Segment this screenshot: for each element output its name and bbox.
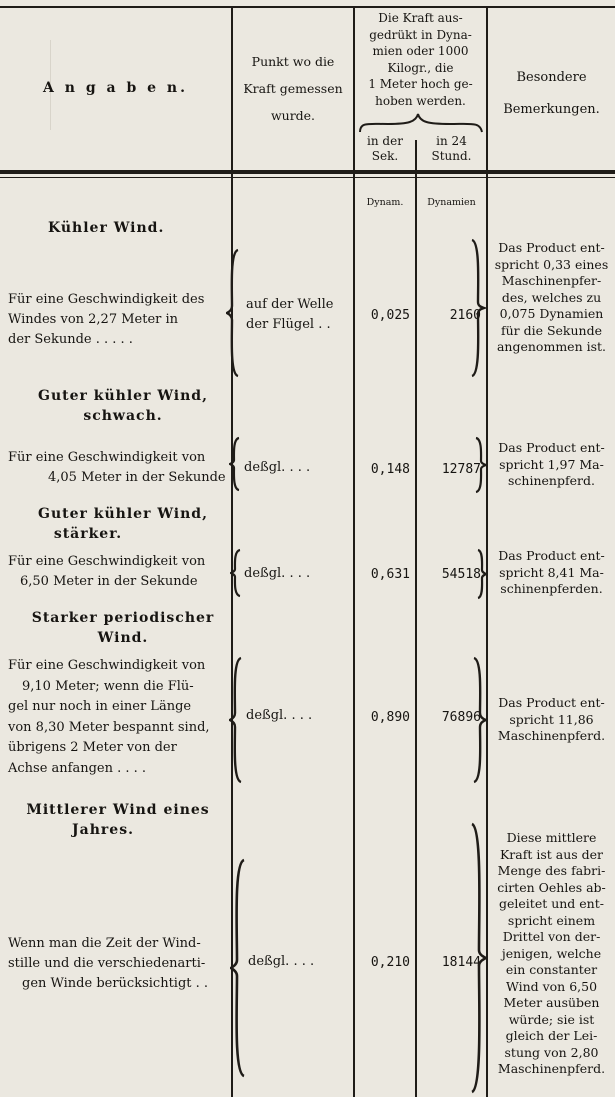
note-line: spricht 0,33 eines <box>494 256 609 272</box>
right-brace <box>476 548 488 600</box>
section-heading-line: Jahres. <box>72 822 134 838</box>
header-kraft-line: hoben werden. <box>375 93 466 108</box>
header-angaben: A n g a b e n. <box>43 80 188 96</box>
header-kraft-line: mien oder 1000 <box>372 44 469 58</box>
description-line: stille und die verschiedenarti- <box>8 956 206 971</box>
note-line: gleich der Lei- <box>505 1028 598 1043</box>
note-line: spricht einem <box>507 912 596 928</box>
note-line: stung von 2,80 <box>504 1044 599 1060</box>
section-heading-line: Starker periodischer <box>31 610 215 626</box>
section-heading-line: stärker. <box>53 526 123 542</box>
section-heading-line: Mittlerer Wind eines <box>26 802 210 818</box>
left-brace <box>230 858 246 1078</box>
punkt-line: deßgl. . . . <box>244 460 311 475</box>
row-punkt <box>244 564 352 584</box>
header-punkt-line: wurde. <box>270 108 316 123</box>
right-brace <box>474 436 488 494</box>
section-heading-line: Wind. <box>97 630 149 646</box>
row-note <box>488 440 615 490</box>
section-heading <box>16 386 230 426</box>
note-line: Menge des fabri- <box>497 863 606 878</box>
section-heading <box>16 608 230 648</box>
section-heading-line: Guter kühler Wind, <box>38 388 208 404</box>
header-punkt <box>233 48 353 129</box>
note-line: spricht 11,86 <box>509 711 594 727</box>
note-line: Das Product ent- <box>498 548 605 563</box>
header-kraft-line: Kilogr., die <box>387 60 454 75</box>
header-subcolumn-brace <box>358 112 484 134</box>
unit-dynamien: Dynamien <box>427 197 476 208</box>
column-rule-2 <box>353 8 355 1097</box>
header-sek-line: Sek. <box>371 149 399 163</box>
value-sek: 0,210 <box>370 955 410 970</box>
note-line: Maschinenpferd. <box>497 728 606 743</box>
header-subrule <box>0 177 615 178</box>
column-rule-3 <box>415 140 417 1097</box>
value-stund: 76896 <box>441 710 481 725</box>
right-brace <box>470 822 488 1094</box>
description-line: der Sekunde . . . . . <box>8 332 133 347</box>
row-note <box>488 830 615 1078</box>
right-brace <box>472 656 488 784</box>
note-line: Maschinenpfer- <box>501 273 602 288</box>
note-line: 0,075 Dynamien <box>499 306 604 321</box>
row-note <box>488 548 615 598</box>
note-line: Kraft ist aus der <box>499 846 604 862</box>
header-bemerkungen <box>488 62 615 126</box>
left-brace <box>230 548 242 598</box>
row-description <box>8 552 230 592</box>
row-description <box>8 934 230 994</box>
description-line: 4,05 Meter in der Sekunde <box>48 470 226 485</box>
description-line: gel nur noch in einer Länge <box>8 699 192 714</box>
section-heading <box>16 504 230 544</box>
section-heading-line: Guter kühler Wind, <box>38 506 208 522</box>
note-line: Drittel von der- <box>502 929 601 944</box>
left-brace <box>226 248 240 378</box>
description-line: Achse anfangen . . . . <box>8 760 147 776</box>
note-line: des, welches zu <box>501 289 602 305</box>
row-punkt <box>248 952 354 972</box>
row-note <box>488 240 615 356</box>
header-kraft <box>355 10 486 109</box>
description-line: Wenn man die Zeit der Wind- <box>8 936 201 951</box>
value-sek: 0,025 <box>370 308 410 323</box>
row-description <box>8 290 230 350</box>
note-line: schinenpferd. <box>508 473 595 488</box>
description-line: Windes von 2,27 Meter in <box>8 312 179 327</box>
note-line: spricht 1,97 Ma- <box>499 456 604 472</box>
note-line: angenommen ist. <box>496 339 606 354</box>
header-kraft-line: 1 Meter hoch ge- <box>368 77 473 91</box>
note-line: jenigen, welche <box>501 945 602 961</box>
punkt-line: deßgl. . . . <box>248 954 315 969</box>
note-line: cirten Oehles ab- <box>497 879 606 895</box>
header-punkt-line: Kraft gemessen <box>243 81 343 96</box>
section-heading-line: schwach. <box>83 408 163 424</box>
note-line: für die Sekunde <box>500 322 603 338</box>
header-stund-line: Stund. <box>431 149 472 163</box>
description-line: Für eine Geschwindigkeit von <box>8 554 206 569</box>
header-bemerkungen-line: Bemerkungen. <box>503 102 600 117</box>
value-stund: 54518 <box>441 567 481 582</box>
row-note <box>488 695 615 745</box>
note-line: spricht 8,41 Ma- <box>499 564 604 580</box>
note-line: geleitet und ent- <box>499 896 604 911</box>
description-line: 6,50 Meter in der Sekunde <box>20 574 198 589</box>
header-punkt-line: Punkt wo die <box>251 54 335 69</box>
header-sek-line: in der <box>367 134 403 148</box>
left-brace <box>229 436 241 492</box>
description-line: Für eine Geschwindigkeit von <box>8 658 206 673</box>
right-brace <box>470 238 486 378</box>
row-description <box>8 656 230 779</box>
value-stund: 2160 <box>449 308 481 323</box>
row-description <box>8 448 230 488</box>
section-heading <box>6 800 230 840</box>
note-line: schinenpferden. <box>500 581 603 596</box>
row-punkt <box>246 295 354 335</box>
left-brace <box>229 656 243 784</box>
note-line: Das Product ent- <box>498 240 605 255</box>
header-kraft-line: Die Kraft aus- <box>378 11 463 25</box>
punkt-line: auf der Welle <box>246 297 334 312</box>
value-sek: 0,631 <box>370 567 410 582</box>
description-line: 9,10 Meter; wenn die Flü- <box>22 678 194 694</box>
punkt-line: deßgl. . . . <box>244 566 311 581</box>
header-bemerkungen-line: Besondere <box>516 70 587 85</box>
value-sek: 0,148 <box>370 462 410 477</box>
description-line: übrigens 2 Meter von der <box>8 740 177 755</box>
note-line: Maschinenpferd. <box>497 1061 606 1076</box>
punkt-line: deßgl. . . . <box>246 708 313 723</box>
value-sek: 0,890 <box>370 710 410 725</box>
description-line: von 8,30 Meter bespannt sind, <box>8 719 210 735</box>
note-line: Meter ausüben <box>503 995 600 1010</box>
punkt-line: der Flügel . . <box>246 317 331 332</box>
header-sek <box>355 134 415 164</box>
header-stund-line: in 24 <box>436 134 467 148</box>
value-stund: 12787 <box>441 462 481 477</box>
row-punkt <box>244 458 352 478</box>
note-line: würde; sie ist <box>508 1011 595 1027</box>
header-kraft-line: gedrükt in Dyna- <box>369 27 472 42</box>
value-stund: 18144 <box>441 955 481 970</box>
note-line: Das Product ent- <box>498 695 605 710</box>
note-line: Das Product ent- <box>498 440 605 455</box>
top-rule <box>0 6 615 8</box>
unit-dynam: Dynam. <box>366 197 404 208</box>
note-line: Wind von 6,50 <box>505 978 598 994</box>
description-line: Für eine Geschwindigkeit des <box>8 292 205 307</box>
description-line: Für eine Geschwindigkeit von <box>8 450 206 465</box>
row-punkt <box>246 706 354 726</box>
note-line: Diese mittlere <box>506 830 597 845</box>
section-heading: Kühler Wind. <box>48 220 165 236</box>
header-bottom-rule <box>0 170 615 174</box>
note-line: ein constanter <box>505 962 598 977</box>
header-stund <box>417 134 486 164</box>
description-line: gen Winde berücksichtigt . . <box>22 976 209 991</box>
